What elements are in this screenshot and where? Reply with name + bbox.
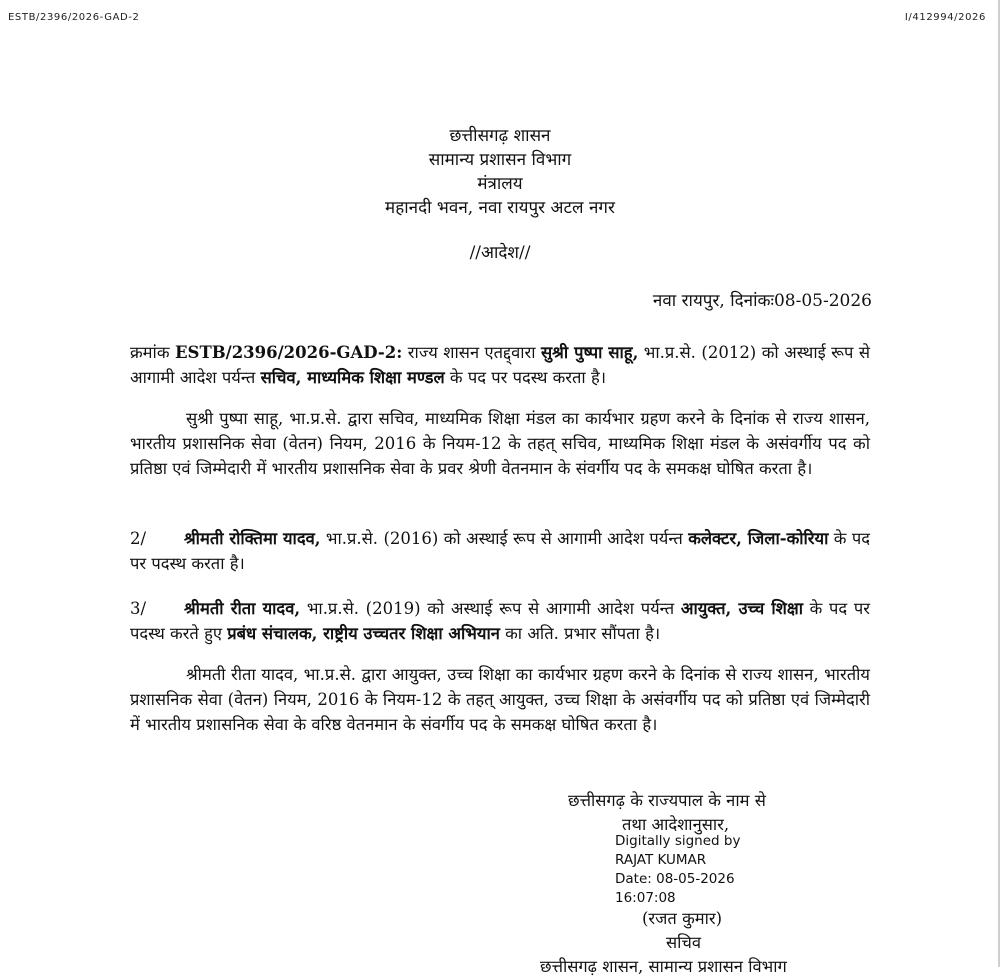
para1-text-b: भा.प्र.से. (2012) को अस्थाई रूप से आगामी आदेश पर्यन्त [130, 343, 870, 387]
posting-title: आयुक्त, उच्च शिक्षा [680, 599, 803, 618]
signatory-department: छत्तीसगढ़ शासन, सामान्य प्रशासन विभाग [540, 957, 787, 976]
letterhead [0, 124, 1000, 220]
para4-text-b: के पद पर पदस्थ करते हुए [130, 599, 870, 643]
order-number: ESTB/2396/2026-GAD-2: [174, 343, 403, 362]
digital-signature-time: 16:07:08 [615, 890, 676, 906]
para1-text-c: के पद पर पदस्थ करता है। [444, 368, 606, 387]
header-file-code: ESTB/2396/2026-GAD-2 [8, 12, 140, 23]
order-paragraph-1 [130, 340, 870, 390]
digital-signature-date: Date: 08-05-2026 [615, 871, 735, 887]
para3-text-a: भा.प्र.से. (2016) को अस्थाई रूप से आगामी आदेश पर्यन्त [320, 529, 689, 548]
place-date-line: नवा रायपुर, दिनांकः08-05-2026 [652, 291, 872, 311]
order-paragraph-4 [130, 596, 870, 646]
officer-name: सुश्री पुष्पा साहू, [541, 343, 639, 362]
posting-title: सचिव, माध्यमिक शिक्षा मण्डल [260, 368, 445, 387]
letterhead-department: सामान्य प्रशासन विभाग [428, 150, 572, 170]
header-receipt-code: I/412994/2026 [904, 12, 986, 23]
paragraph-number: 3/ [130, 599, 147, 618]
digital-signature-stamp [615, 832, 740, 908]
officer-name: श्रीमती रीता यादव, [184, 599, 301, 618]
letterhead-address: महानदी भवन, नवा रायपुर अटल नगर [385, 198, 615, 218]
order-paragraph-5: श्रीमती रीता यादव, भा.प्र.से. द्वारा आयुक्त, उच्च शिक्षा का कार्यभार ग्रहण करने के दिनांक से राज्य शासन, भारतीय प्रशासनिक सेवा (वेतन) नियम, 2016 के नियम-12 के तहत् आयुक्त, उच्च शिक्षा के असंवर्गीय पद को प्रतिष्ठा एवं जिम्मेदारी में भारतीय प्रशासनिक सेवा के वरिष्ठ वेतनमान के संवर्गीय पद के समकक्ष घोषित करता है। [130, 665, 870, 734]
officer-name: श्रीमती रोक्तिमा यादव, [184, 529, 321, 548]
order-paragraph-3 [130, 526, 870, 576]
signatory-designation: सचिव [666, 933, 702, 952]
order-prefix: क्रमांक [130, 343, 175, 362]
para1-text-a: राज्य शासन एतद्द्वारा [402, 343, 542, 362]
letterhead-ministry: मंत्रालय [477, 174, 523, 194]
additional-charge-title: प्रबंध संचालक, राष्ट्रीय उच्चतर शिक्षा अभियान [227, 624, 500, 643]
signatory-name: (रजत कुमार) [642, 909, 723, 928]
paragraph-number: 2/ [130, 529, 147, 548]
posting-title: कलेक्टर, जिला-कोरिया [688, 529, 829, 548]
digital-signature-caption: Digitally signed by [615, 833, 741, 849]
order-title: //आदेश// [469, 243, 531, 263]
para3-text-b: के पद पर पदस्थ करता है। [130, 529, 870, 573]
signature-authority-line2: तथा आदेशानुसार, [622, 815, 730, 834]
para4-text-c: का अति. प्रभार सौंपता है। [499, 624, 661, 643]
order-paragraph-2: सुश्री पुष्पा साहू, भा.प्र.से. द्वारा सचिव, माध्यमिक शिक्षा मंडल का कार्यभार ग्रहण करने के दिनांक से राज्य शासन, भारतीय प्रशासनिक सेवा (वेतन) नियम, 2016 के नियम-12 के तहत् सचिव, माध्यमिक शिक्षा मंडल के असंवर्गीय पद को प्रतिष्ठा एवं जिम्मेदारी में भारतीय प्रशासनिक सेवा के प्रवर श्रेणी वेतनमान के संवर्गीय पद के समकक्ष घोषित करता है। [130, 409, 870, 478]
para4-text-a: भा.प्र.से. (2019) को अस्थाई रूप से आगामी आदेश पर्यन्त [300, 599, 681, 618]
letterhead-government: छत्तीसगढ़ शासन [449, 126, 551, 146]
digital-signature-signer: RAJAT KUMAR [615, 852, 707, 868]
signature-authority-line1: छत्तीसगढ़ के राज्यपाल के नाम से [568, 791, 766, 810]
